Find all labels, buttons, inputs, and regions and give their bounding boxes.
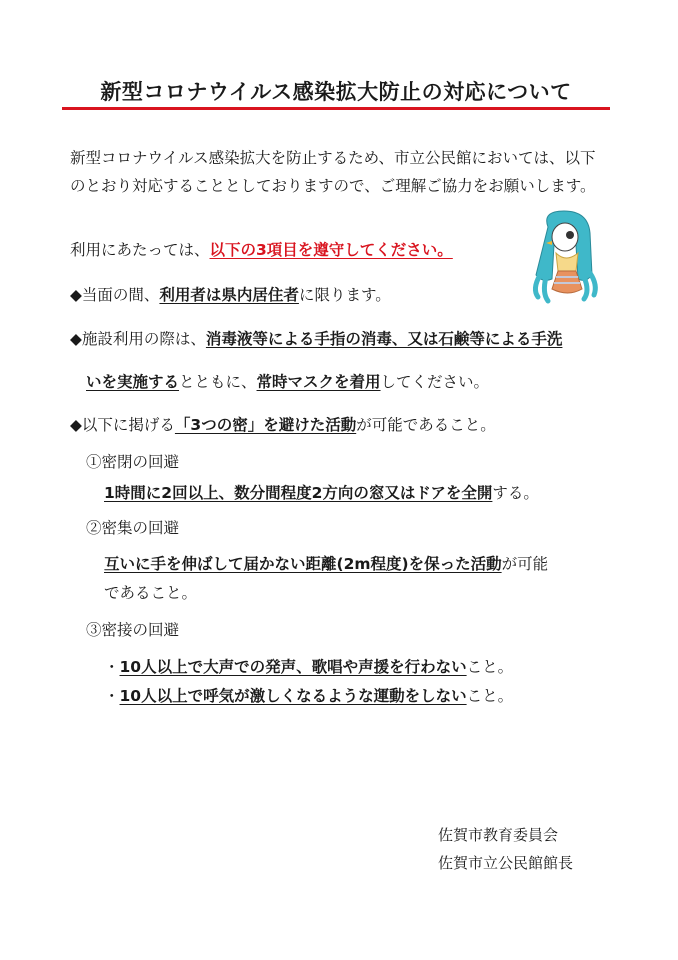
item-3-heading: ③密接の回避 [86,621,180,639]
item-3-bullet-2 [104,686,513,706]
rule-3-suffix: が可能であること。 [356,416,496,434]
item-1-text [104,483,539,503]
item-3-bullet-2-emphasis: 10人以上で呼気が激しくなるような運動をしない [119,687,467,705]
item-2-heading: ②密集の回避 [86,519,180,537]
item-1-emphasis: 1時間に2回以上、数分間程度2方向の窓又はドアを全開 [104,484,493,502]
rule-1 [70,285,391,305]
rule-2-suffix: してください。 [380,373,490,391]
rule-2-prefix: ◆施設利用の際は、 [70,330,206,348]
page-title: 新型コロナウイルス感染拡大防止の対応について [100,80,572,104]
item-1-heading: ①密閉の回避 [86,453,180,471]
rule-3 [70,415,496,435]
item-2-suffix: が可能 [501,555,549,573]
item-3-bullet-1-suffix: こと。 [466,658,514,676]
rule-2-emphasis-3: 常時マスクを着用 [256,373,381,391]
rule-3-prefix: ◆以下に掲げる [70,416,175,434]
rule-2-emphasis-1: 消毒液等による手指の消毒、又は石鹸等による手洗 [205,330,563,348]
rule-2-connector: とともに、 [179,373,257,391]
title-underline [62,107,610,110]
usage-instruction [70,240,453,260]
item-2-emphasis: 互いに手を伸ばして届かない距離(2m程度)を保った活動 [104,555,502,573]
rule-1-prefix: ◆当面の間、 [70,286,160,304]
intro-line-1: 新型コロナウイルス感染拡大を防止するため、市立公民館においては、以下 [70,149,596,167]
rule-2-line-1 [70,329,562,349]
amabie-mascot-icon [518,205,610,305]
item-1-suffix: する。 [492,484,539,502]
bullet-dot: ・ [104,687,120,705]
rule-1-emphasis: 利用者は県内居住者 [159,286,299,304]
usage-highlight: 以下の3項目を遵守してください。 [209,241,453,259]
item-3-bullet-1 [104,657,513,677]
intro-line-2: のとおり対応することとしておりますので、ご理解ご協力をお願いします。 [70,177,596,195]
item-3-bullet-2-suffix: こと。 [466,687,514,705]
rule-1-suffix: に限ります。 [298,286,391,304]
rule-3-emphasis: 「3つの密」を避けた活動 [174,416,357,434]
item-2-text-2: であること。 [104,584,198,602]
signature-line-2: 佐賀市立公民館館長 [438,854,574,872]
bullet-dot: ・ [104,658,120,676]
rule-2-line-2 [86,372,489,392]
usage-prefix: 利用にあたっては、 [70,241,210,259]
rule-2-emphasis-2: いを実施する [86,373,180,391]
item-2-text-1 [104,554,548,574]
item-3-bullet-1-emphasis: 10人以上で大声での発声、歌唱や声援を行わない [119,658,467,676]
signature-line-1: 佐賀市教育委員会 [438,826,559,844]
